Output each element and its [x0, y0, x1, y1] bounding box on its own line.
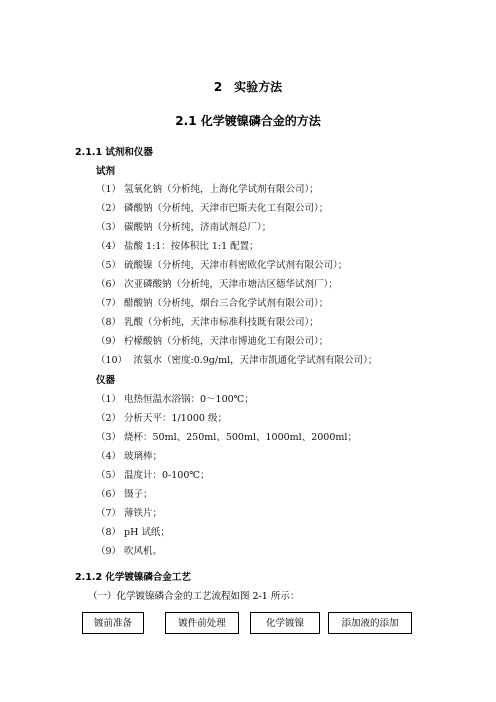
item-number: （1）: [96, 184, 122, 195]
flow-intro-text: （一）化学镀镍磷合金的工艺流程如图 2-1 所示：: [88, 591, 300, 602]
item-text: 盐酸 1:1：按体积比 1:1 配置；: [124, 241, 259, 252]
item-number: （10）: [96, 355, 128, 366]
item-number: （8）: [96, 317, 122, 328]
item-number: （2）: [96, 203, 122, 214]
item-number: （1）: [96, 394, 122, 405]
instrument-item: [96, 429, 357, 443]
item-text: 玻璃棒；: [124, 451, 163, 462]
item-number: （8）: [96, 527, 122, 538]
reagent-item: [96, 181, 319, 195]
instrument-item: [96, 486, 153, 500]
item-text: 醋酸钠（分析纯，烟台三合化学试剂有限公司）；: [124, 298, 329, 309]
subsection-title-process: 2.1.2 化学镀镍磷合金工艺: [75, 572, 191, 583]
reagent-item: [96, 257, 347, 271]
item-text: 电热恒温水浴锅：0～100℃；: [124, 394, 254, 405]
reagent-item: [96, 314, 319, 328]
item-text: 乳酸（分析纯，天津市标准科技既有限公司）；: [124, 317, 319, 328]
item-text: pH 试纸；: [124, 527, 170, 538]
item-text: 浓氨水（密度:0.9g/ml，天津市凯通化学试剂有限公司）；: [124, 355, 378, 366]
item-text: 碳酸钠（分析纯，济南试剂总厂）；: [124, 222, 272, 233]
reagents-label: 试剂: [96, 166, 116, 177]
item-number: （5）: [96, 260, 122, 271]
item-number: （3）: [96, 432, 122, 443]
item-number: （5）: [96, 470, 122, 481]
item-text: 温度计：0-100℃；: [124, 470, 210, 481]
process-flow-diagram: [82, 612, 414, 636]
item-number: （3）: [96, 222, 122, 233]
section-title: 2.1 化学镀镍磷合金的方法: [175, 114, 321, 128]
item-number: （6）: [96, 489, 122, 500]
item-number: （4）: [96, 241, 122, 252]
item-number: （6）: [96, 279, 122, 290]
item-text: 薄铁片；: [124, 508, 163, 519]
reagent-item: [96, 352, 377, 366]
item-text: 分析天平：1/1000 级；: [124, 413, 227, 424]
reagent-item: [96, 295, 328, 309]
item-text: 次亚磷酸钠（分析纯，天津市塘沽区德华试剂厂）；: [124, 279, 338, 290]
item-text: 镊子；: [124, 489, 153, 500]
flow-step-box: 化学镀镍: [250, 612, 320, 634]
flow-step-box: 镀件前处理: [165, 612, 239, 634]
item-text: 烧杯：50ml、250ml、500ml、1000ml、2000ml；: [124, 432, 357, 443]
item-text: 磷酸钠（分析纯，天津市巴斯夫化工有限公司）；: [124, 203, 329, 214]
instrument-item: [96, 543, 162, 557]
reagent-item: [96, 219, 271, 233]
flow-step-box: 镀前准备: [82, 612, 144, 634]
item-text: 氢氧化钠（分析纯，上海化学试剂有限公司）；: [124, 184, 319, 195]
instrument-item: [96, 467, 210, 481]
item-number: （9）: [96, 336, 122, 347]
instrument-item: [96, 448, 162, 462]
instruments-label: 仪器: [96, 375, 116, 386]
instrument-item: [96, 524, 170, 538]
reagent-item: [96, 238, 259, 252]
item-number: （4）: [96, 451, 122, 462]
chapter-title: 2 实验方法: [213, 80, 283, 94]
flow-step-box: 添加液的添加: [328, 612, 412, 634]
subsection-title-reagents-instruments: 2.1.1 试剂和仪器: [75, 147, 153, 158]
item-text: 硫酸镍（分析纯，天津市科密欧化学试剂有限公司）；: [124, 260, 348, 271]
instrument-item: [96, 505, 162, 519]
reagent-item: [96, 333, 328, 347]
reagent-item: [96, 276, 338, 290]
reagent-item: [96, 200, 328, 214]
item-number: （9）: [96, 546, 122, 557]
item-number: （7）: [96, 508, 122, 519]
instrument-item: [96, 410, 227, 424]
item-text: 吹风机。: [124, 546, 163, 557]
item-number: （2）: [96, 413, 122, 424]
item-text: 柠檬酸钠（分析纯，天津市博迪化工有限公司）；: [124, 336, 329, 347]
instrument-item: [96, 391, 254, 405]
item-number: （7）: [96, 298, 122, 309]
